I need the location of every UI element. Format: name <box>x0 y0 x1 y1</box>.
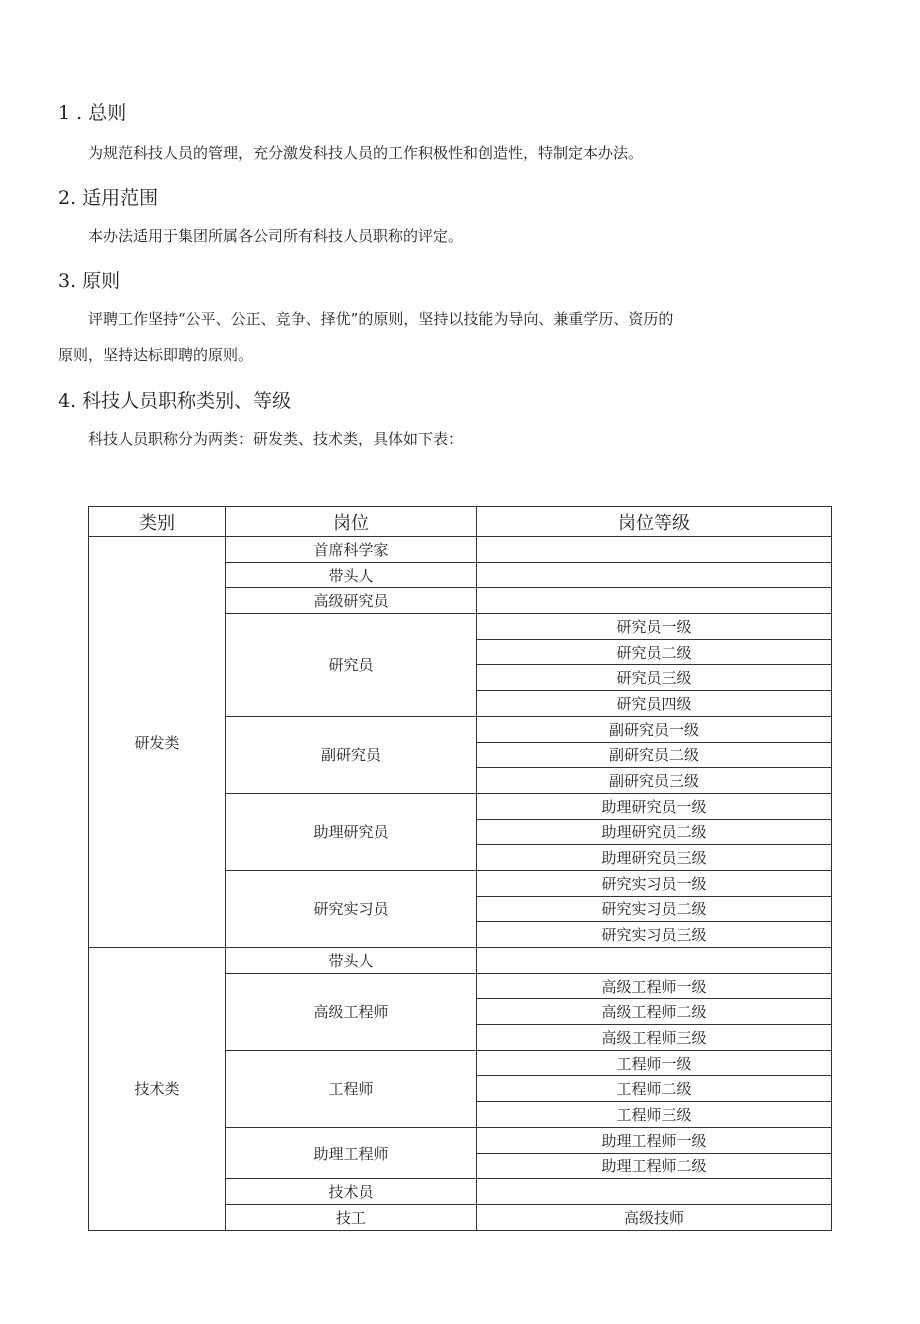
section-paragraph-general: 为规范科技人员的管理，充分激发科技人员的工作积极性和创造性，特制定本办法。 <box>88 144 644 162</box>
level-cell: 工程师二级 <box>477 1076 832 1102</box>
level-cell <box>477 1179 832 1205</box>
position-cell: 高级研究员 <box>226 588 477 614</box>
section-paragraph-scope: 本办法适用于集团所属各公司所有科技人员职称的评定。 <box>88 227 464 245</box>
position-cell: 研究员 <box>226 614 477 717</box>
title-grade-table <box>88 506 832 1231</box>
section-heading-general: 1 . 总则 <box>58 102 127 124</box>
level-cell <box>477 537 832 563</box>
section-heading-categories: 4. 科技人员职称类别、等级 <box>58 390 292 412</box>
level-cell: 助理工程师二级 <box>477 1153 832 1179</box>
section-paragraph-principles-line1: 评聘工作坚持“公平、公正、竞争、择优”的原则，坚持以技能为导向、兼重学历、资历的 <box>88 310 674 328</box>
table-row <box>89 948 832 974</box>
level-cell: 高级工程师二级 <box>477 999 832 1025</box>
level-cell <box>477 948 832 974</box>
level-cell: 研究员三级 <box>477 665 832 691</box>
level-cell: 副研究员三级 <box>477 768 832 794</box>
level-cell: 助理研究员一级 <box>477 793 832 819</box>
position-cell: 首席科学家 <box>226 537 477 563</box>
level-cell <box>477 562 832 588</box>
position-cell: 助理工程师 <box>226 1127 477 1178</box>
position-cell: 带头人 <box>226 562 477 588</box>
level-cell: 研究实习员一级 <box>477 870 832 896</box>
header-category: 类别 <box>89 507 226 537</box>
level-cell <box>477 588 832 614</box>
level-cell: 研究员二级 <box>477 639 832 665</box>
table-header-row <box>89 507 832 537</box>
position-cell: 带头人 <box>226 948 477 974</box>
position-cell: 技工 <box>226 1204 477 1230</box>
level-cell: 研究实习员三级 <box>477 922 832 948</box>
section-heading-scope: 2. 适用范围 <box>58 187 159 209</box>
level-cell: 高级工程师一级 <box>477 973 832 999</box>
level-cell: 研究员一级 <box>477 614 832 640</box>
header-position: 岗位 <box>226 507 477 537</box>
level-cell: 助理研究员二级 <box>477 819 832 845</box>
position-cell: 工程师 <box>226 1050 477 1127</box>
level-cell: 研究实习员二级 <box>477 896 832 922</box>
category-cell: 技术类 <box>89 948 226 1231</box>
section-paragraph-principles-line2: 原则，坚持达标即聘的原则。 <box>58 346 254 364</box>
section-paragraph-categories: 科技人员职称分为两类：研发类、技术类，具体如下表： <box>88 430 464 448</box>
category-cell: 研发类 <box>89 537 226 948</box>
level-cell: 工程师一级 <box>477 1050 832 1076</box>
level-cell: 副研究员一级 <box>477 716 832 742</box>
table-row <box>89 537 832 563</box>
section-heading-principles: 3. 原则 <box>58 270 121 292</box>
level-cell: 助理研究员三级 <box>477 845 832 871</box>
level-cell: 研究员四级 <box>477 691 832 717</box>
position-cell: 副研究员 <box>226 716 477 793</box>
position-cell: 技术员 <box>226 1179 477 1205</box>
header-level: 岗位等级 <box>477 507 832 537</box>
level-cell: 助理工程师一级 <box>477 1127 832 1153</box>
position-cell: 研究实习员 <box>226 870 477 947</box>
level-cell: 工程师三级 <box>477 1102 832 1128</box>
position-cell: 助理研究员 <box>226 793 477 870</box>
level-cell: 高级工程师三级 <box>477 1025 832 1051</box>
level-cell: 高级技师 <box>477 1204 832 1230</box>
position-cell: 高级工程师 <box>226 973 477 1050</box>
level-cell: 副研究员二级 <box>477 742 832 768</box>
